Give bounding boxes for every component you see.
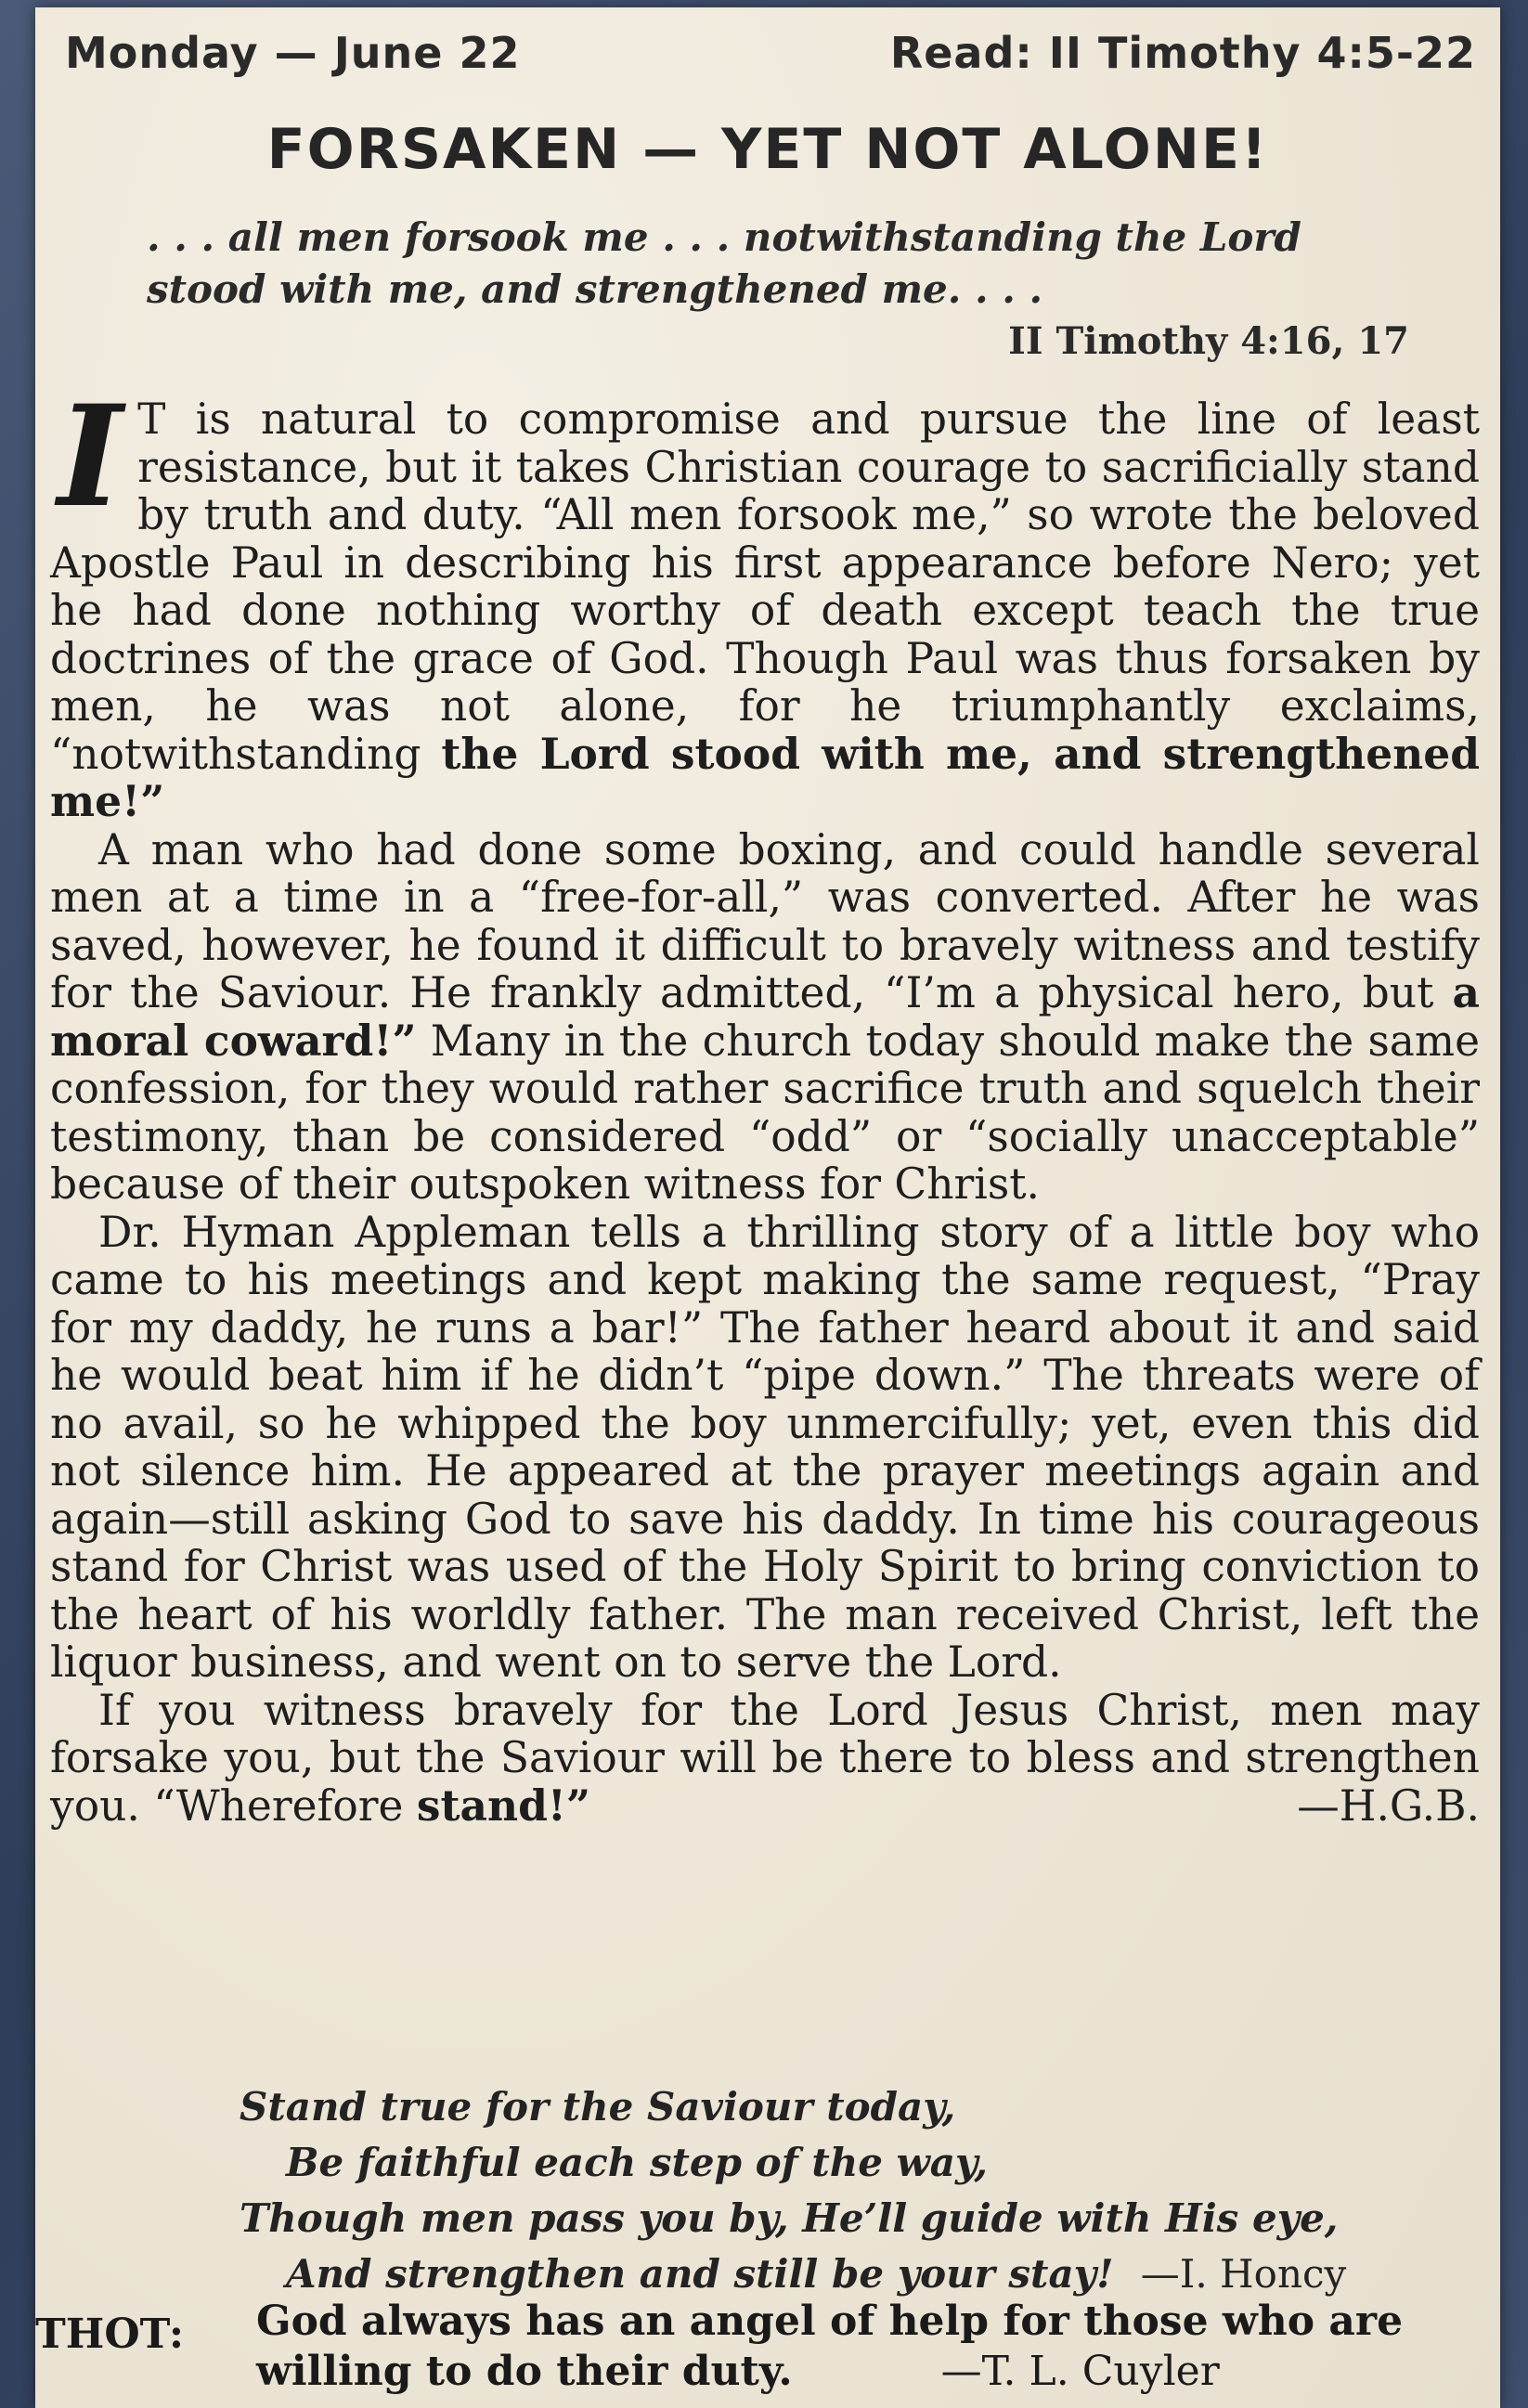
paragraph-3: Dr. Hyman Appleman tells a thrilling story of a little boy who came to his meetings and kept making the same request, “Pray for my daddy, he runs a bar!” The father heard about it and said he would beat him if he didn’t “pipe down.” The threats were of no avail, so he whipped the boy unmercifully; yet, even this did not silence him. He appeared at the prayer meetings again and again—still asking God to save his daddy. In time his courageous stand for Christ was used of the Holy Spirit to bring conviction to the heart of his worldly father. The man received Christ, left the liquor business, and went on to serve the Lord. [50, 1207, 1480, 1687]
thot-author: —T. L. Cuyler [940, 2348, 1220, 2395]
epigraph-reference: II Timothy 4:16, 17 [1008, 319, 1409, 363]
drop-cap: I [58, 375, 123, 538]
paragraph-2 [50, 826, 1480, 1209]
author-initials: —H.G.B. [1297, 1780, 1480, 1831]
date-heading: Monday — June 22 [65, 28, 521, 78]
thot-text-block [256, 2297, 1483, 2397]
paragraph-2-bold: a moral coward!” [50, 967, 1480, 1066]
paragraph-2-text-end: Many in the church today should make the same confession, for they would rather sacrifice truth and squelch their testimony, than be considered “odd” or “socially unacceptable” because of their outspoken witness for Christ. [50, 1016, 1480, 1209]
epigraph-line-1: . . . all men forsook me . . . notwithstanding the Lord [147, 214, 1301, 260]
article-body [50, 375, 1481, 1831]
paragraph-2-text: A man who had done some boxing, and could handle several men at a time in a “free-for-all,” was converted. After he was saved, however, he found it difficult to bravely witness and testify for the Saviour. He frankly admitted, “I’m a physical hero, but [50, 824, 1480, 1017]
devotional-page [35, 7, 1500, 2408]
paragraph-1 [50, 375, 1481, 826]
thot-label: THOT: [35, 2311, 185, 2358]
poem-line-4-text: And strengthen and still be your stay! [286, 2251, 1114, 2297]
poem [240, 2079, 1446, 2302]
poem-line-3: Though men pass you by, He’ll guide with His eye, [240, 2195, 1339, 2241]
page-title: FORSAKEN — YET NOT ALONE! [266, 117, 1269, 182]
epigraph-line-2: stood with me, and strengthened me. . . . [147, 266, 1043, 312]
thought-for-the-day [35, 2297, 1483, 2397]
poem-author: —I. Honcy [1140, 2251, 1347, 2297]
paragraph-4-text: If you witness bravely for the Lord Jesus Christ, men may forsake you, but the Saviour will be there to bless and strengthen you. “Wherefore [50, 1685, 1480, 1831]
paragraph-1-bold: the Lord stood with me, and strengthened me!” [50, 728, 1481, 826]
epigraph [147, 212, 1409, 368]
poem-line-4 [240, 2246, 1446, 2302]
poem-line-2: Be faithful each step of the way, [286, 2140, 988, 2185]
thot-text: God always has an angel of help for those who are willing to do their duty. [256, 2298, 1404, 2395]
paragraph-4 [50, 1687, 1480, 1831]
paragraph-1-text: T is natural to compromise and pursue the line of least resistance, but it takes Christian courage to sacrificially stand by truth and duty. “All men forsook me,” so wrote the beloved Apostle Paul in describing his first appearance before Nero; yet he had done nothing worthy of death except teach the true doctrines of the grace of God. Though Paul was thus forsaken by men, he was not alone, for he triumphantly exclaims, “notwithstanding [50, 395, 1480, 779]
poem-line-1: Stand true for the Saviour today, [240, 2084, 956, 2130]
paragraph-4-bold: stand!” [416, 1780, 591, 1831]
scripture-reading: Read: II Timothy 4:5-22 [889, 28, 1476, 78]
